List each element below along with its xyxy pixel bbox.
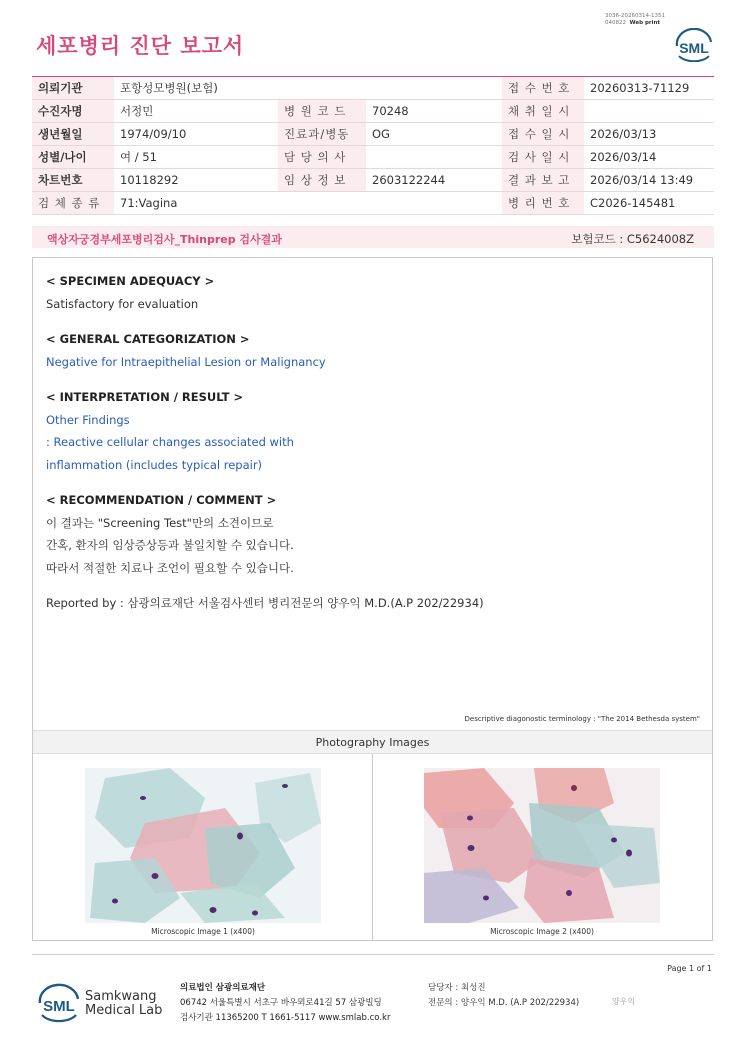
microscopic-image-2 (424, 768, 660, 923)
info-row (32, 169, 714, 192)
info-value (366, 192, 502, 215)
page-number: Page 1 of 1 (667, 964, 712, 973)
info-row (32, 100, 714, 123)
info-row (32, 123, 714, 146)
result-line: Satisfactory for evaluation (46, 296, 199, 311)
info-label (278, 77, 366, 100)
result-line: 이 결과는 "Screening Test"만의 소견이므로 (46, 515, 274, 530)
info-value (366, 146, 502, 169)
footer-logo-text: SML (43, 998, 75, 1015)
info-value: 70248 (366, 100, 502, 123)
info-value: 2026/03/14 (584, 146, 714, 169)
signers (428, 981, 579, 1011)
info-value: 2026/03/13 (584, 123, 714, 146)
info-value: OG (366, 123, 502, 146)
insurance-code: 보험코드 : C5624008Z (571, 232, 694, 246)
result-line (46, 315, 696, 328)
microscopic-image-1 (85, 768, 321, 923)
sml-logo-text: SML (679, 40, 709, 56)
info-value (366, 77, 502, 100)
image-2-caption: Microscopic Image 2 (x400) (490, 927, 594, 936)
info-label: 수진자명 (32, 100, 114, 123)
section-heading: < RECOMMENDATION / COMMENT > (46, 493, 277, 507)
info-label: 검 사 일 시 (502, 146, 584, 169)
result-text-area (46, 270, 696, 615)
specialist-name: 전문의 : 양우익 M.D. (A.P 202/22934) (428, 998, 580, 1008)
samkwang-logo-icon (36, 983, 82, 1023)
exam-bar (32, 226, 714, 248)
print-code (605, 13, 665, 27)
section-heading: < INTERPRETATION / RESULT > (46, 390, 244, 404)
foundation-contact: 검사기관 11365200 T 1661-5117 www.smlab.co.kr (180, 1013, 391, 1023)
info-label: 병 리 번 호 (502, 192, 584, 215)
exam-name: 액상자궁경부세포병리검사_Thinprep 검사결과 (47, 233, 282, 246)
info-label: 생년월일 (32, 123, 114, 146)
result-line: Reported by : 삼광의료재단 서울검사센터 병리전문의 양우익 M.D.(A.P 202/22934) (46, 596, 484, 610)
info-value: 10118292 (114, 169, 278, 192)
info-value: 20260313-71129 (584, 77, 714, 100)
patient-info-table (32, 76, 714, 215)
result-line (46, 579, 696, 592)
info-label: 접 수 일 시 (502, 123, 584, 146)
signature: 양우익 (612, 997, 636, 1006)
info-label: 진료과/병동 (278, 123, 366, 146)
result-line: inflammation (includes typical repair) (46, 457, 263, 472)
result-line: Negative for Intraepithelial Lesion or Malignancy (46, 354, 326, 369)
photo-divider (372, 754, 373, 940)
foundation-info (180, 981, 390, 1026)
info-value: C2026-145481 (584, 192, 714, 215)
photo-header: Photography Images (33, 730, 712, 754)
info-label: 의뢰기관 (32, 77, 114, 100)
info-value: 포항성모병원(보험) (114, 77, 278, 100)
info-row (32, 192, 714, 215)
info-row (32, 146, 714, 169)
info-label: 성별/나이 (32, 146, 114, 169)
result-line (46, 476, 696, 489)
info-value: 71:Vagina (114, 192, 278, 215)
page-title: 세포병리 진단 보고서 (36, 34, 245, 58)
result-line: 간혹, 환자의 임상증상등과 불일치할 수 있습니다. (46, 538, 294, 552)
foundation-address: 06742 서울특별시 서초구 바우뫼로41길 57 삼광빌딩 (180, 998, 382, 1008)
result-line (46, 373, 696, 386)
info-value: 서정민 (114, 100, 278, 123)
info-value: 2026/03/14 13:49 (584, 169, 714, 192)
result-line: 따라서 적절한 치료나 조언이 필요할 수 있습니다. (46, 560, 294, 575)
terminology-note: Descriptive diagonostic terminology : "The 2014 Bethesda system" (464, 715, 700, 723)
result-line: : Reactive cellular changes associated with (46, 435, 294, 449)
manager-name: 담당자 : 최성진 (428, 983, 486, 993)
print-code-line1: 3036-20260314-1351 (605, 13, 665, 19)
info-label (278, 192, 366, 215)
foundation-name: 의료법인 삼광의료재단 (180, 983, 266, 993)
web-print-label: Web print (629, 20, 661, 26)
info-value: 여 / 51 (114, 146, 278, 169)
info-value: 1974/09/10 (114, 123, 278, 146)
info-label: 결 과 보 고 (502, 169, 584, 192)
print-code-line2: 040822 (605, 20, 626, 26)
info-value (584, 100, 714, 123)
section-heading: < SPECIMEN ADEQUACY > (46, 274, 215, 288)
section-heading: < GENERAL CATEGORIZATION > (46, 332, 250, 346)
lab-name-line2: Medical Lab (85, 1003, 163, 1018)
info-label: 담 당 의 사 (278, 146, 366, 169)
info-label: 접 수 번 호 (502, 77, 584, 100)
sml-logo-icon (673, 28, 715, 62)
info-label: 임 상 정 보 (278, 169, 366, 192)
info-label: 병 원 코 드 (278, 100, 366, 123)
lab-name (85, 990, 162, 1018)
image-1-caption: Microscopic Image 1 (x400) (151, 927, 255, 936)
footer-divider (32, 954, 714, 955)
info-value: 2603122244 (366, 169, 502, 192)
info-row (32, 77, 714, 100)
result-box (32, 257, 713, 941)
info-label: 차트번호 (32, 169, 114, 192)
info-label: 채 취 일 시 (502, 100, 584, 123)
result-line: Other Findings (46, 412, 130, 427)
info-label: 검 체 종 류 (32, 192, 114, 215)
lab-name-line1: Samkwang (85, 989, 157, 1004)
